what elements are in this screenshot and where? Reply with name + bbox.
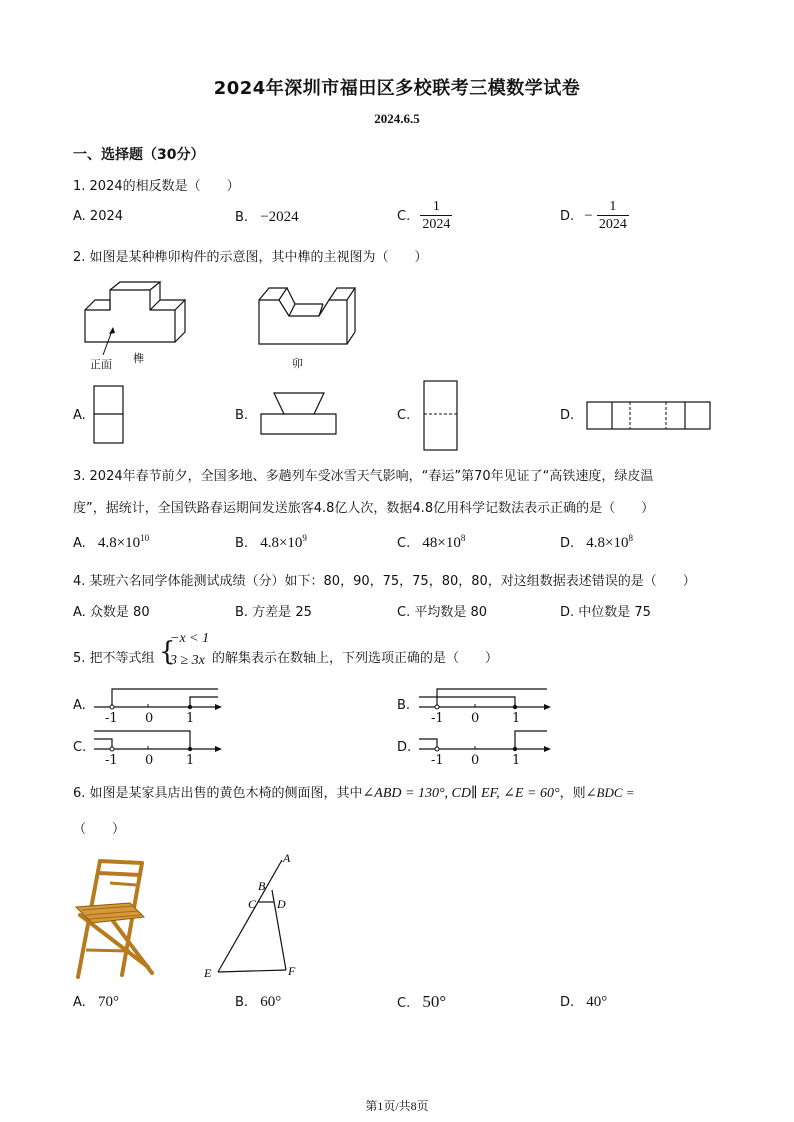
q6-option-c-value: 50° [422,992,447,1011]
question-3-stem-line-1: 3. 2024年春节前夕，全国多地、多趟列车受冰雪天气影响，“春运”第70年见证了“高铁速度，绿皮温 [73,469,654,484]
q6-option-d [560,994,607,1011]
q6-condition: ∠ABD = 130°, CD∥ EF, ∠E = 60° [362,786,560,801]
q5d-tick-0: 0 [471,753,480,768]
point-d-label: D [277,897,286,911]
q5c-tick-1: 1 [186,753,195,768]
page-title: 2024年深圳市福田区多校联考三模数学试卷 [213,78,581,99]
q2-option-b-figure [260,392,338,436]
q3-c-base: 48×10 [422,535,461,551]
inequality-1: −x < 1 [170,631,210,646]
q3-a-base: 4.8×10 [97,535,141,551]
q6-option-d-value: 40° [586,994,608,1010]
q5d-tick-1: 1 [512,753,521,768]
q5a-tick-neg1: -1 [105,711,118,726]
q2-option-d: D. [560,408,575,423]
q5c-tick-neg1: -1 [105,753,118,768]
q6-stem-suffix: ，则 [559,786,586,801]
q2-option-d-figure [586,401,712,431]
q5c-tick-0: 0 [145,753,154,768]
q5-option-b: B. [397,698,411,713]
q5a-tick-1: 1 [186,711,195,726]
q3-option-a-label: A. [73,536,86,551]
point-c-label: C [248,897,257,911]
point-e-label: E [204,966,212,980]
q1-c-denominator: 2024 [422,217,451,232]
q3-option-b [235,533,307,552]
q3-option-d [560,533,633,552]
q1-d-denominator: 2024 [598,217,627,232]
q3-d-base: 4.8×10 [586,535,629,551]
q1-d-sign: − [584,208,593,224]
q3-option-b-label: B. [235,536,249,551]
question-6-stem [73,782,635,802]
q6-option-b [235,994,281,1011]
q2-option-c-figure [423,380,459,452]
q3-option-c-label: C. [397,536,411,551]
q2-option-a: A. [73,408,86,423]
q3-d-exp: 8 [628,533,634,543]
page-number: 第1页/共8页 [365,1099,429,1113]
q6-option-b-label: B. [235,995,249,1010]
q6-target: ∠BDC = [585,785,635,800]
question-5-stem-suffix: 的解集表示在数轴上，下列选项正确的是（ ） [212,651,499,666]
q6-geometry-figure [200,850,310,982]
point-f-label: F [288,964,296,978]
q5-option-a: A. [73,698,86,713]
q5d-tick-neg1: -1 [431,753,444,768]
wooden-chair-image [70,855,155,985]
q6-option-d-label: D. [560,995,575,1010]
q6-stem-prefix: 6. 如图是某家具店出售的黄色木椅的侧面图，其中 [73,786,363,801]
q2-option-a-figure [93,385,125,445]
q1-option-c-fraction [420,199,452,234]
section-heading: 一、选择题（30分） [73,147,205,163]
q1-d-numerator: 1 [597,199,629,216]
q1-option-d [560,199,629,234]
q6-answer-paren: （ ） [73,822,126,837]
q1-option-c [397,199,452,234]
q3-c-exp: 8 [460,533,466,543]
inequality-2: 3 ≥ 3x [170,653,205,668]
question-3-stem-line-2: 度”，据统计，全国铁路春运期间发送旅客4.8亿人次，数据4.8亿用科学记数法表示正确的是（ ） [73,501,655,516]
q3-option-a [73,533,149,552]
mortise-figure [255,282,360,352]
front-label: 正面 [90,358,112,371]
q2-option-b: B. [235,408,249,423]
q1-option-a: A. 2024 [73,209,124,224]
q4-option-d: D. 中位数是 75 [560,605,651,620]
q2-option-c: C. [397,408,411,423]
mortise-label: 卯 [292,357,303,370]
q3-b-base: 4.8×10 [260,535,303,551]
q4-option-b: B. 方差是 25 [235,605,312,620]
point-b-label: B [258,879,266,893]
q5a-tick-0: 0 [145,711,154,726]
q5b-tick-0: 0 [471,711,480,726]
q1-option-b-value: −2024 [260,209,299,225]
question-1-stem: 1. 2024的相反数是（ ） [73,179,240,194]
q1-option-c-label: C. [397,209,411,224]
q3-a-exp: 10 [140,533,150,543]
exam-date: 2024.6.5 [374,111,420,126]
q6-option-a [73,994,119,1011]
point-a-label: A [283,851,291,865]
q6-option-b-value: 60° [260,994,282,1010]
q4-option-c: C. 平均数是 80 [397,605,488,620]
q1-c-numerator: 1 [420,199,452,216]
tenon-label: 榫 [133,352,144,365]
q4-option-a: A. 众数是 80 [73,605,150,620]
q3-option-c [397,533,465,552]
q6-option-a-label: A. [73,995,86,1010]
question-4-stem: 4. 某班六名同学体能测试成绩（分）如下：80，90，75，75，80，80，对这组数据表述错误的是（ ） [73,574,696,589]
q5-option-d: D. [397,740,412,755]
q6-option-c-label: C. [397,996,411,1011]
q5b-tick-1: 1 [512,711,521,726]
q5b-tick-neg1: -1 [431,711,444,726]
q1-option-b [235,209,299,226]
q3-b-exp: 9 [302,533,307,543]
q3-option-d-label: D. [560,536,575,551]
question-2-stem: 2. 如图是某种榫卯构件的示意图，其中榫的主视图为（ ） [73,250,428,265]
q6-option-a-value: 70° [97,994,119,1010]
q1-option-b-label: B. [235,210,249,225]
q1-option-d-fraction [597,199,629,234]
question-5-stem-prefix: 5. 把不等式组 [73,651,155,666]
q1-option-d-label: D. [560,209,575,224]
system-brace: { [159,637,176,667]
q5-option-c: C. [73,740,87,755]
q6-option-c [397,992,446,1012]
